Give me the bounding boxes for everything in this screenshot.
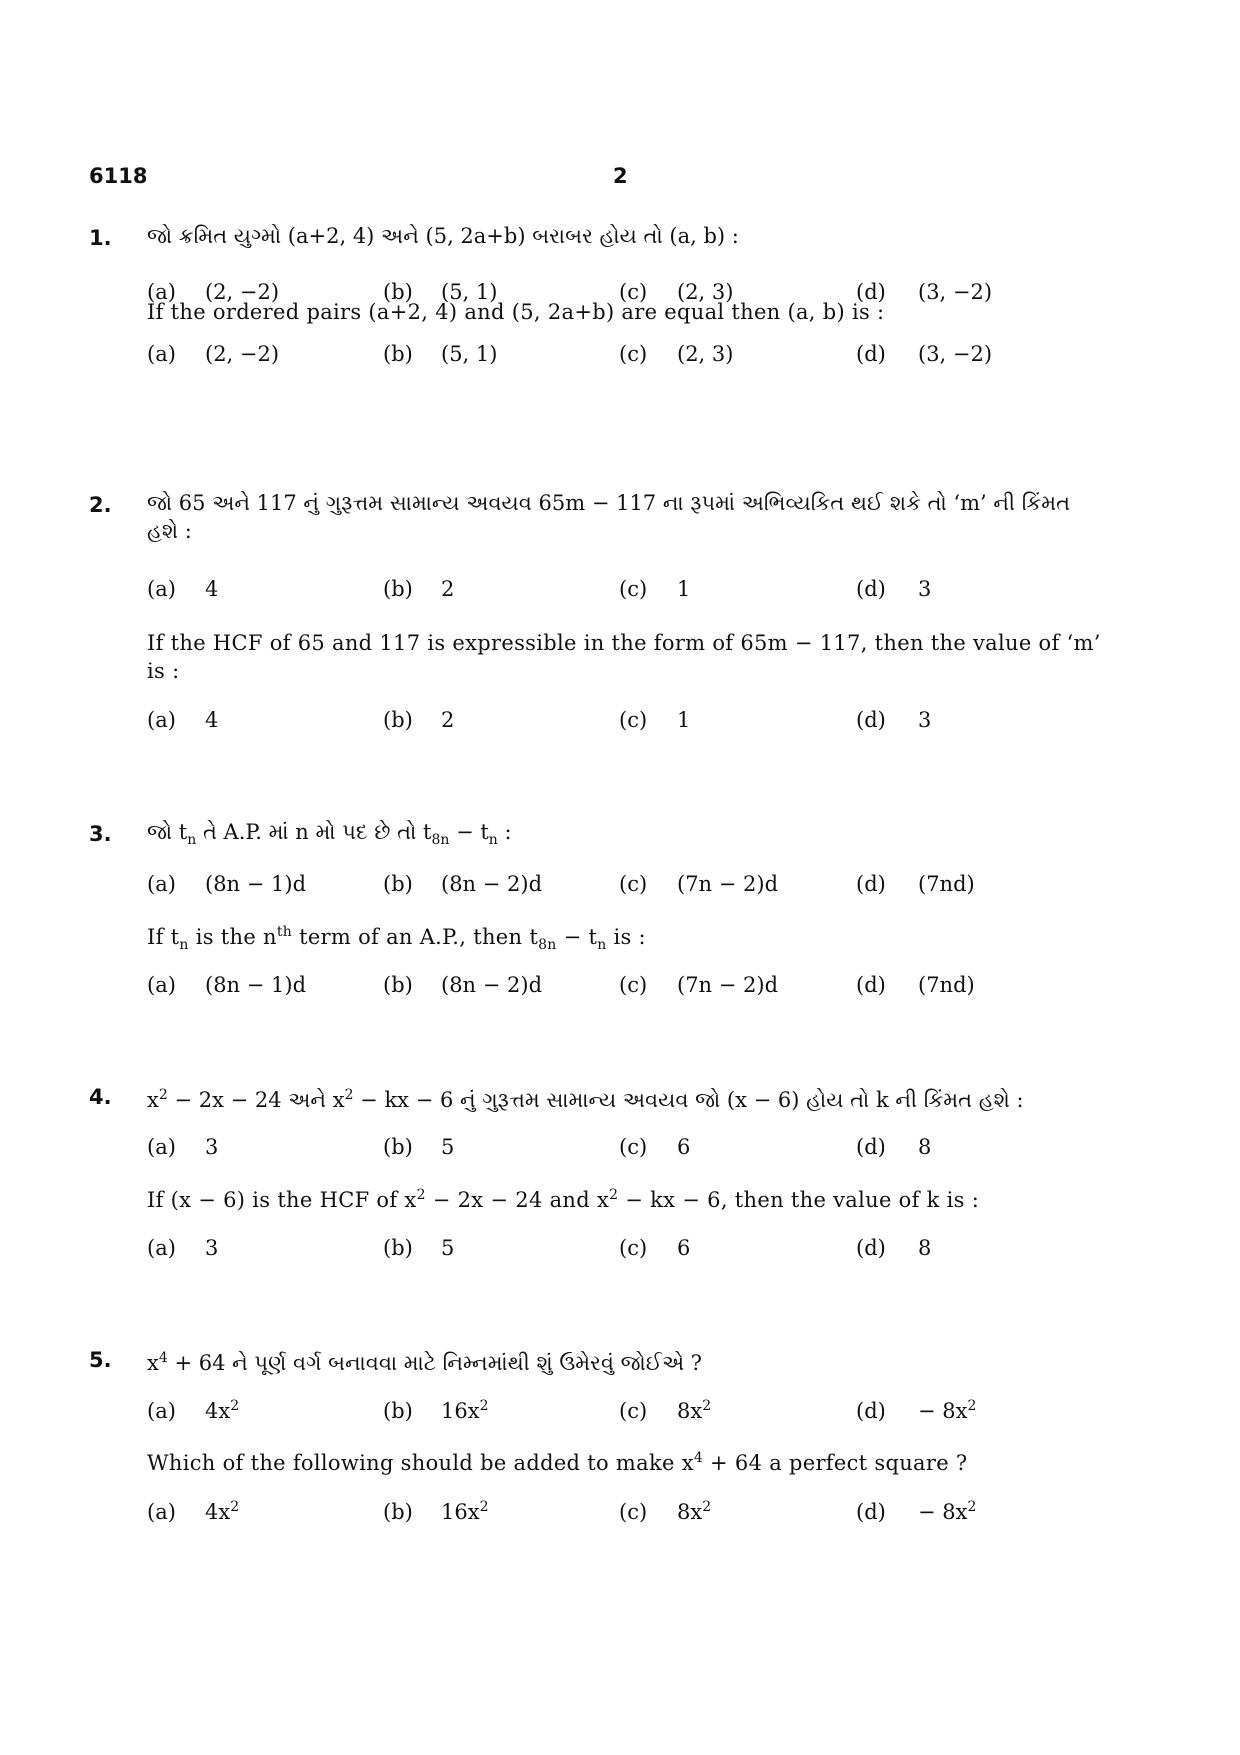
option-d: (d) (7nd)	[856, 973, 975, 997]
paper-code: 6118	[89, 164, 148, 188]
option-c: (c) (2, 3)	[619, 280, 734, 304]
option-c: (c) (2, 3)	[619, 342, 734, 366]
option-a: (a) 4	[147, 577, 219, 601]
option-a: (a) (8n − 1)d	[147, 973, 307, 997]
question-stem-english: If the ordered pairs (a+2, 4) and (5, 2a+b) are equal then (a, b) is :	[147, 300, 885, 324]
option-c: (c) 1	[619, 577, 691, 601]
option-b: (b) 5	[383, 1236, 455, 1260]
options-english	[0, 708, 1240, 738]
question-stem-gujarati: $x^2 - 2x - 24$ અને $x^2$ − kx − 6 નું ગુરૂત્તમ સામાન્ય અવયવ જો (x − 6) હોય તો k ની કિંમત હશે :	[147, 1087, 1024, 1112]
options-gujarati	[0, 872, 1240, 902]
option-a: (a) 3	[147, 1236, 219, 1260]
option-d: $(d) - 8x^2$	[856, 1398, 977, 1423]
options-english	[0, 1499, 1240, 1529]
options-english	[0, 973, 1240, 1003]
option-d: (d) (7nd)	[856, 872, 975, 896]
options-gujarati	[0, 577, 1240, 607]
options-english	[0, 342, 1240, 372]
option-c: (c) (7n − 2)d	[619, 973, 779, 997]
options-gujarati	[0, 1398, 1240, 1428]
option-b: (b) (8n − 2)d	[383, 973, 543, 997]
option-c: (c) 6	[619, 1135, 691, 1159]
page-number: 2	[613, 164, 628, 188]
option-d: (d) 3	[856, 577, 932, 601]
options-gujarati	[0, 1135, 1240, 1165]
question-stem-gujarati: જો $t_n$ તે A.P. માં n મો પદ છે તો $t_{8n} - t_n$ :	[147, 820, 512, 849]
option-a: (a) (2, −2)	[147, 342, 280, 366]
question-number: 4.	[89, 1085, 112, 1109]
option-d: (d) 8	[856, 1236, 932, 1260]
option-a: (a) $4x^2$	[147, 1499, 240, 1524]
question-stem-gujarati: $x^4 + 64$ ને પૂર્ણ વર્ગ બનાવવા માટે નિમ્નમાંથી શું ઉમેરવું જોઈએ ?	[147, 1350, 703, 1375]
option-b: (b) (5, 1)	[383, 280, 498, 304]
option-c: (c) 1	[619, 708, 691, 732]
option-b: (b) 2	[383, 708, 455, 732]
question-stem-english: Which of the following should be added to make $x^4 + 64$ a perfect square ?	[147, 1450, 968, 1475]
option-d: (d) (3, −2)	[856, 342, 993, 366]
question-number: 3.	[89, 822, 112, 846]
question-stem-gujarati: જો 65 અને 117 નું ગુરૂત્તમ સામાન્ય અવયવ 65m − 117 ના રૂપમાં અભિવ્યકિત થઈ શકે તો ‘m’ ની કિંમત હશે :	[147, 491, 1071, 543]
question-number: 5.	[89, 1348, 112, 1372]
question-number: 1.	[89, 226, 112, 250]
option-c: (c) $8x^2$	[619, 1499, 712, 1524]
option-c: (c) $8x^2$	[619, 1398, 712, 1423]
option-a: (a) 3	[147, 1135, 219, 1159]
option-b: (b) (5, 1)	[383, 342, 498, 366]
question-stem-english: If the HCF of 65 and 117 is expressible in the form of 65m − 117, then the value of ‘m’ is :	[147, 631, 1101, 683]
option-b: (b) 5	[383, 1135, 455, 1159]
option-b: (b) 2	[383, 577, 455, 601]
option-a: (a) (2, −2)	[147, 280, 280, 304]
question-number: 2.	[89, 493, 112, 517]
option-c: (c) (7n − 2)d	[619, 872, 779, 896]
option-b: (b) $16x^2$	[383, 1398, 489, 1423]
question-stem-gujarati: જો ક્રમિત યુગ્મો (a+2, 4) અને (5, 2a+b) બરાબર હોય તો (a, b) :	[147, 224, 739, 248]
option-d: $(d) - 8x^2$	[856, 1499, 977, 1524]
question-stem-english: If $t_n$ is the $n^{th}$ term of an A.P., then $t_{8n} - t_n$ is :	[147, 924, 646, 954]
option-c: (c) 6	[619, 1236, 691, 1260]
option-a: (a) (8n − 1)d	[147, 872, 307, 896]
option-b: (b) (8n − 2)d	[383, 872, 543, 896]
options-english	[0, 1236, 1240, 1266]
option-d: (d) 3	[856, 708, 932, 732]
option-b: (b) $16x^2$	[383, 1499, 489, 1524]
option-a: (a) 4	[147, 708, 219, 732]
question-stem-english: If (x − 6) is the HCF of $x^2 - 2x - 24$ and $x^2$ − kx − 6, then the value of k is :	[147, 1187, 980, 1212]
option-a: (a) $4x^2$	[147, 1398, 240, 1423]
option-d: (d) (3, −2)	[856, 280, 993, 304]
option-d: (d) 8	[856, 1135, 932, 1159]
